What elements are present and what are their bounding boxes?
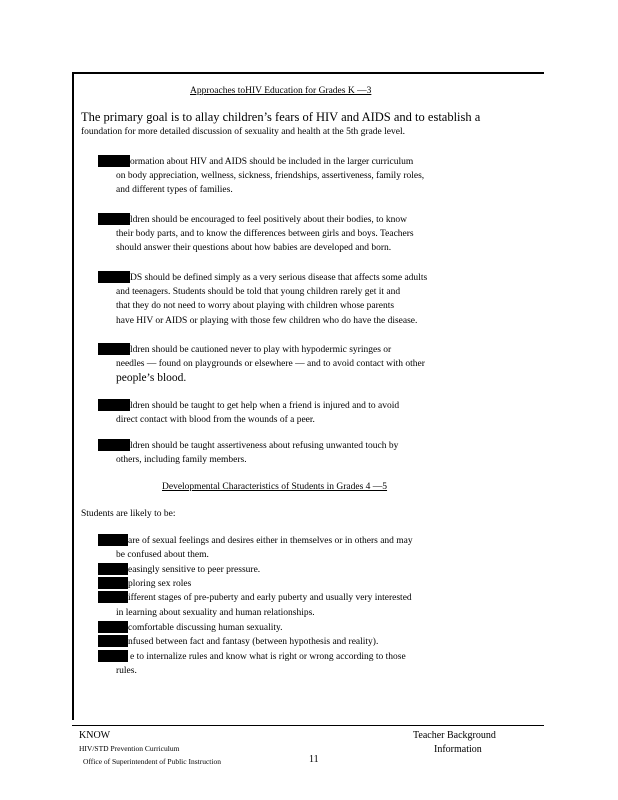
redaction-block [98,621,128,633]
characteristic-line: be confused about them. [116,550,209,560]
characteristic-item [128,591,514,605]
characteristic-item [130,650,516,664]
paragraph-line: DS should be defined simply as a very serious disease that affects some adults [130,273,428,283]
top-rule [72,72,544,74]
paragraph-line: ldren should be encouraged to feel positively about their bodies, to know [130,215,408,225]
paragraph [130,271,516,285]
paragraph-line: that they do not need to worry about playing with children whose parents [116,301,395,312]
characteristic-item [128,563,514,577]
paragraph [130,343,516,357]
paragraph [116,357,502,386]
redaction-block [98,213,130,225]
redaction-block [98,650,128,662]
paragraph-line: have HIV or AIDS or playing with those few children who do have the disease. [116,315,418,326]
paragraph-line: people’s blood. [116,372,187,385]
redaction-block [98,591,128,603]
paragraph [116,227,502,256]
lead-line-1: The primary goal is to allay children’s fears of HIV and AIDS and to establish a [81,110,481,124]
paragraph [116,285,502,328]
redaction-block [98,563,128,575]
characteristic-line: comfortable discussing human sexuality. [128,623,283,633]
paragraph [130,439,516,453]
left-margin-rule [72,72,74,720]
paragraph-line: ldren should be taught to get help when a friend is injured and to avoid [130,401,400,411]
characteristic-item [116,606,502,620]
characteristic-line: are of sexual feelings and desires either in themselves or in others and may [128,536,413,546]
paragraph-line: and teenagers. Students should be told that young children rarely get it and [116,287,401,297]
characteristic-item [128,621,514,635]
paragraph-line: and different types of families. [116,185,233,196]
redaction-block [98,343,130,355]
characteristic-line: ifferent stages of pre-puberty and early puberty and usually very interested [128,593,412,603]
paragraph-line: their body parts, and to know the differences between girls and boys. Teachers [116,229,414,239]
characteristic-line: ploring sex roles [128,579,192,589]
footer-teacher-background: Teacher Background [413,730,496,741]
footer-curriculum: HIV/STD Prevention Curriculum [79,744,180,753]
paragraph-line: needles — found on playgrounds or elsewhere — and to avoid contact with other [116,359,425,369]
paragraph [130,155,516,169]
redaction-block [98,399,130,411]
paragraph [130,213,516,227]
redaction-block [98,577,128,589]
characteristic-item [128,577,514,591]
paragraph-line: should answer their questions about how babies are developed and born. [116,243,392,254]
lead-line-2: foundation for more detailed discussion of sexuality and health at the 5th grade level. [81,127,405,137]
characteristic-item [116,548,502,562]
paragraph [116,169,502,198]
footer-rule [72,725,544,726]
redaction-block [98,635,128,647]
page-number: 11 [309,754,319,765]
characteristic-item [128,635,514,649]
paragraph-line: on body appreciation, wellness, sickness, friendships, assertiveness, family roles, [116,171,425,181]
paragraph-line: ormation about HIV and AIDS should be included in the larger curriculum [130,157,414,167]
paragraph [130,399,516,413]
section-title-k3: Approaches toHIV Education for Grades K —3 [190,86,372,96]
paragraph-line: ldren should be cautioned never to play with hypodermic syringes or [130,345,392,355]
footer-information: Information [434,744,482,755]
paragraph-line: others, including family members. [116,455,247,465]
characteristic-item [116,664,502,678]
redaction-block [98,534,128,546]
paragraph [116,413,502,427]
students-intro: Students are likely to be: [81,509,176,519]
paragraph [116,453,502,467]
characteristic-line: nfused between fact and fantasy (between hypothesis and reality). [128,637,379,647]
section-title-grades-4-5: Developmental Characteristics of Students in Grades 4 —5 [162,482,388,492]
paragraph-line: ldren should be taught assertiveness about refusing unwanted touch by [130,441,399,451]
characteristic-line: easingly sensitive to peer pressure. [128,565,261,575]
footer-office: Office of Superintendent of Public Instruction [83,757,221,766]
redaction-block [98,155,130,167]
redaction-block [98,271,130,283]
footer-know: KNOW [79,730,111,741]
characteristic-line: rules. [116,666,137,676]
characteristic-line: e to internalize rules and know what is right or wrong according to those [130,652,406,662]
characteristic-line: in learning about sexuality and human relationships. [116,608,315,618]
paragraph-line: direct contact with blood from the wounds of a peer. [116,415,315,425]
redaction-block [98,439,130,451]
characteristic-item [128,534,514,548]
